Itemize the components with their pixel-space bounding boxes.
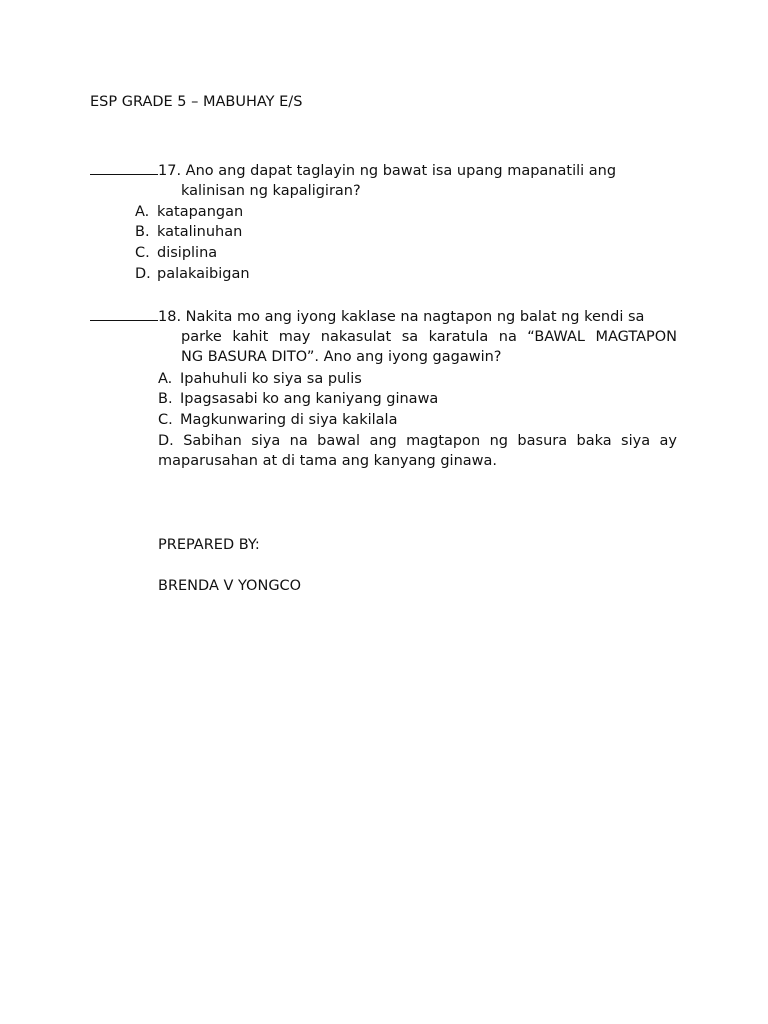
option-18-b: B. Ipagsasabi ko ang kaniyang ginawa (158, 391, 439, 407)
option-18-c: C. Magkunwaring di siya kakilala (158, 412, 398, 428)
question-17-text-line2: kalinisan ng kapaligiran? (181, 183, 361, 199)
prepared-by-label: PREPARED BY: (158, 537, 260, 553)
question-18-text-line2: parke kahit may nakasulat sa karatula na “BAWAL MAGTAPON (181, 329, 677, 345)
question-17-text-line1: 17. Ano ang dapat taglayin ng bawat isa upang mapanatili ang (158, 163, 617, 179)
answer-blank-17 (90, 160, 158, 175)
document-title: ESP GRADE 5 – MABUHAY E/S (90, 94, 303, 110)
author-name: BRENDA V YONGCO (158, 578, 302, 594)
question-17 (90, 160, 616, 181)
question-18 (90, 306, 644, 327)
option-18-d-line2: maparusahan at di tama ang kanyang ginawa. (158, 453, 498, 469)
option-18-a: A. Ipahuhuli ko siya sa pulis (158, 371, 362, 387)
option-17-b: B. katalinuhan (135, 224, 243, 240)
option-18-d-line1: D. Sabihan siya na bawal ang magtapon ng basura baka siya ay (158, 433, 677, 449)
option-17-c: C. disiplina (135, 245, 218, 261)
option-17-d: D. palakaibigan (135, 266, 250, 282)
answer-blank-18 (90, 306, 158, 321)
question-18-text-line3: NG BASURA DITO”. Ano ang iyong gagawin? (181, 349, 502, 365)
question-18-text-line1: 18. Nakita mo ang iyong kaklase na nagtapon ng balat ng kendi sa (158, 309, 645, 325)
option-17-a: A. katapangan (135, 204, 244, 220)
